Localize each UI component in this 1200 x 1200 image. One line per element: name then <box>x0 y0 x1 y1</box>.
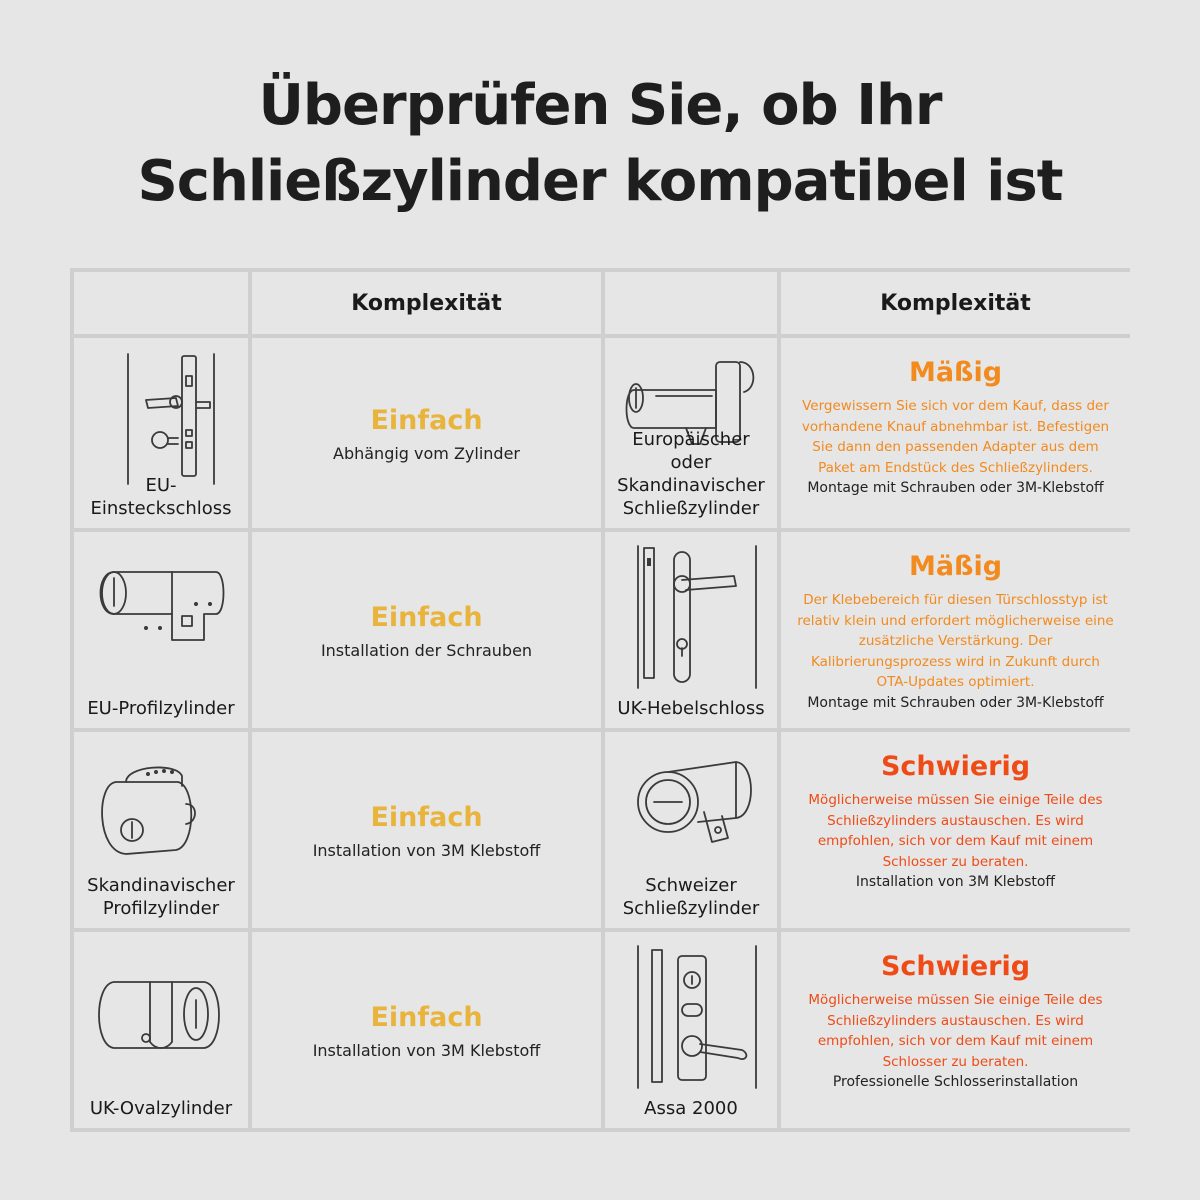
complexity-level-easy: Einfach <box>370 801 483 833</box>
complexity-description: Der Klebebereich für diesen Türschlosstyp ist relativ klein und erfordert möglicherweise eine zusätzliche Verstärkung. Der Kalibrierungsprozess wird in Zukunft durch OTA-Updates optimiert. <box>797 592 1114 690</box>
page-title-line-1: Überprüfen Sie, ob Ihr <box>258 73 942 138</box>
installation-note: Installation von 3M Klebstoff <box>312 840 541 860</box>
header-complexity-2: Komplexität <box>781 272 1130 334</box>
complexity-cell <box>781 932 1130 1128</box>
compatibility-table <box>70 268 1130 1132</box>
complexity-description: Möglicherweise müssen Sie einige Teile des Schließzylinders austauschen. Es wird empfohlen, sich vor dem Kauf mit einem Schlosser zu beraten. <box>808 992 1103 1070</box>
euro-profile-cylinder-icon <box>86 542 236 672</box>
complexity-cell <box>252 532 601 728</box>
installation-note: Montage mit Schrauben oder 3M-Klebstoff <box>807 480 1104 496</box>
lock-cell-eu-mortise <box>74 338 248 528</box>
complexity-level-easy: Einfach <box>370 601 483 633</box>
lock-cell-uk-oval <box>74 932 248 1128</box>
lock-cell-eu-profile <box>74 532 248 728</box>
complexity-description: Möglicherweise müssen Sie einige Teile des Schließzylinders austauschen. Es wird empfohlen, sich vor dem Kauf mit einem Schlosser zu beraten. <box>808 792 1103 870</box>
uk-oval-cylinder-icon <box>86 942 236 1062</box>
complexity-level-easy: Einfach <box>370 404 483 436</box>
lock-name: Schweizer Schließzylinder <box>622 875 760 919</box>
complexity-description: Vergewissern Sie sich vor dem Kauf, dass der vorhandene Knauf abnehmbar ist. Befestigen Sie dann den passenden Adapter aus dem Paket am Endstück des Schließzylinders. <box>801 398 1110 476</box>
scandinavian-oval-cylinder-icon <box>86 742 236 862</box>
complexity-level-moderate: Mäßig <box>908 357 1003 388</box>
complexity-cell <box>252 338 601 528</box>
lock-cell-scandinavian <box>74 732 248 928</box>
lock-cell-euro-cylinder <box>605 338 777 528</box>
installation-note: Installation von 3M Klebstoff <box>312 1040 541 1060</box>
installation-note: Installation der Schrauben <box>320 640 533 660</box>
complexity-cell <box>781 732 1130 928</box>
complexity-level-difficult: Schwierig <box>880 951 1031 982</box>
lock-cell-swiss <box>605 732 777 928</box>
lock-name: UK-Ovalzylinder <box>89 1098 233 1119</box>
header-empty-2 <box>605 272 777 334</box>
lock-name: Assa 2000 <box>644 1098 738 1119</box>
complexity-cell <box>781 532 1130 728</box>
mortise-lock-icon <box>86 348 236 488</box>
installation-note: Montage mit Schrauben oder 3M-Klebstoff <box>807 694 1104 711</box>
lock-name: EU-Profilzylinder <box>87 698 235 719</box>
swiss-cylinder-icon <box>616 742 766 862</box>
header-complexity-1: Komplexität <box>252 272 601 334</box>
assa-2000-lock-icon <box>616 942 766 1092</box>
lock-name: Skandinavischer Profilzylinder <box>87 875 235 919</box>
installation-note: Abhängig vom Zylinder <box>333 443 520 463</box>
complexity-level-difficult: Schwierig <box>880 751 1031 782</box>
lock-name: UK-Hebelschloss <box>617 698 765 719</box>
complexity-level-easy: Einfach <box>370 1001 483 1033</box>
uk-lever-lock-icon <box>616 542 766 692</box>
page-title-line-2: Schließzylinder kompatibel ist <box>137 149 1063 214</box>
complexity-cell <box>252 732 601 928</box>
installation-note: Installation von 3M Klebstoff <box>855 874 1056 890</box>
lock-cell-assa <box>605 932 777 1128</box>
lock-name: Europäischer oder Skandinavischer Schließzylinder <box>617 429 765 519</box>
complexity-level-moderate: Mäßig <box>908 551 1003 582</box>
installation-note: Professionelle Schlosserinstallation <box>832 1074 1079 1090</box>
complexity-cell <box>252 932 601 1128</box>
lock-cell-uk-lever <box>605 532 777 728</box>
complexity-cell <box>781 338 1130 528</box>
header-empty-1 <box>74 272 248 334</box>
lock-name: EU-Einsteckschloss <box>90 475 232 519</box>
page-title <box>0 68 1200 220</box>
